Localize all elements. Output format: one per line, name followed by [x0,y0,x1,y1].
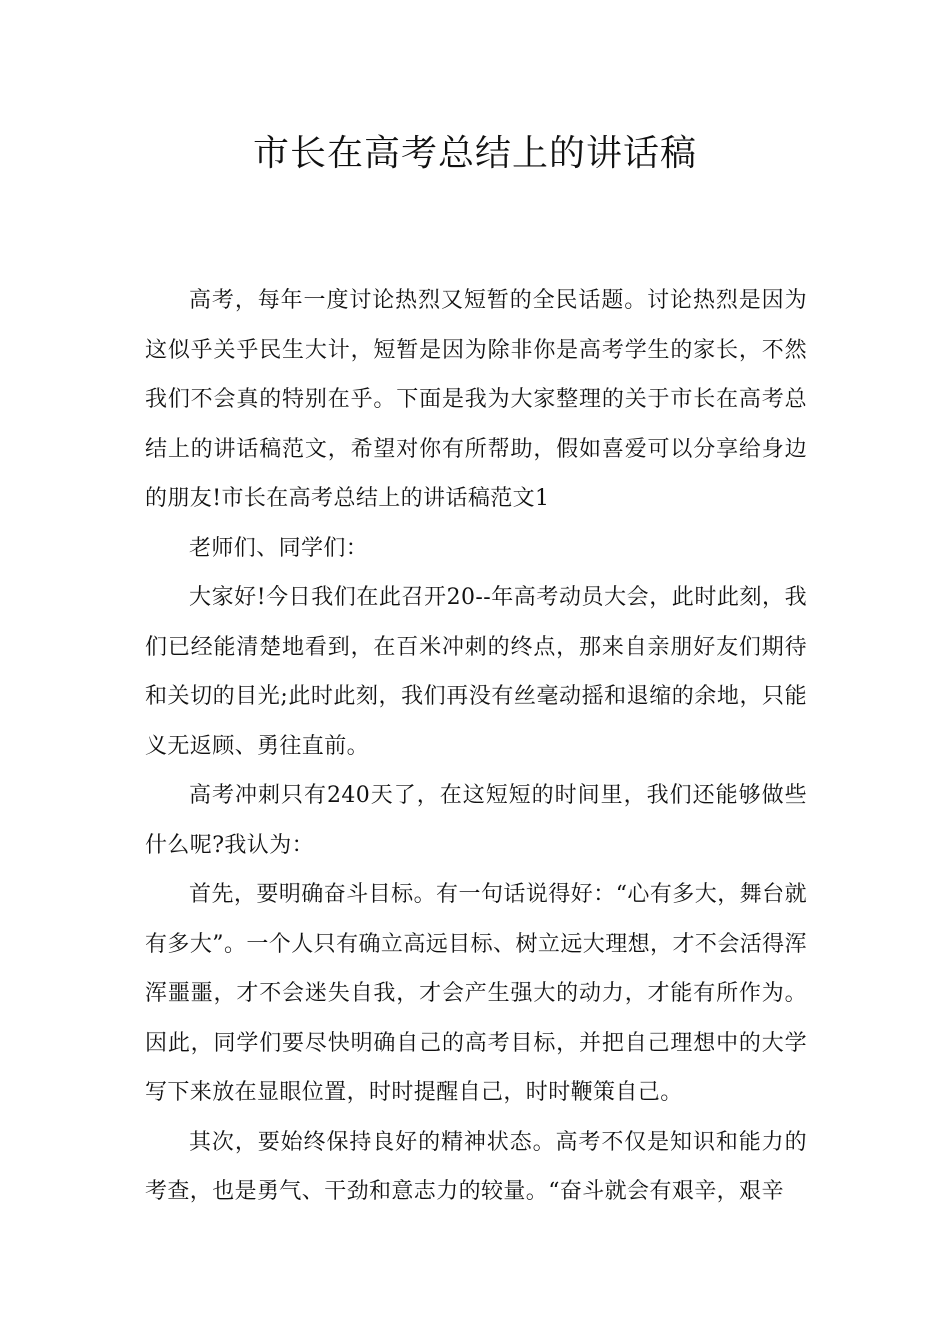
document-body [145,276,807,1217]
paragraph-salutation: 老师们、同学们： [189,535,369,561]
paragraph-second-point: 其次，要始终保持良好的精神状态。高考不仅是知识和能力的考查，也是勇气、干劲和意志力的较量。“奋斗就会有艰辛，艰辛 [145,1129,807,1204]
paragraph-first-point: 首先，要明确奋斗目标。有一句话说得好：“心有多大，舞台就有多大”。一个人只有确立高远目标、树立远大理想，才不会活得浑浑噩噩，才不会迷失自我，才会产生强大的动力，才能有所作为。因此，同学们要尽快明确自己的高考目标，并把自己理想中的大学写下来放在显眼位置，时时提醒自己，时时鞭策自己。 [145,882,807,1105]
paragraph-countdown: 高考冲刺只有240天了，在这短短的时间里，我们还能够做些什么呢?我认为： [145,783,807,858]
paragraph-greeting: 大家好!今日我们在此召开20--年高考动员大会，此时此刻，我们已经能清楚地看到，在百米冲刺的终点，那来自亲朋好友们期待和关切的目光;此时此刻，我们再没有丝毫动摇和退缩的余地，只能义无返顾、勇往直前。 [145,585,807,759]
paragraph-intro: 高考，每年一度讨论热烈又短暂的全民话题。讨论热烈是因为这似乎关乎民生大计，短暂是因为除非你是高考学生的家长，不然我们不会真的特别在乎。下面是我为大家整理的关于市长在高考总结上的讲话稿范文，希望对你有所帮助，假如喜爱可以分享给身边的朋友!市长在高考总结上的讲话稿范文1 [145,288,807,511]
document-title: 市长在高考总结上的讲话稿 [252,133,697,174]
